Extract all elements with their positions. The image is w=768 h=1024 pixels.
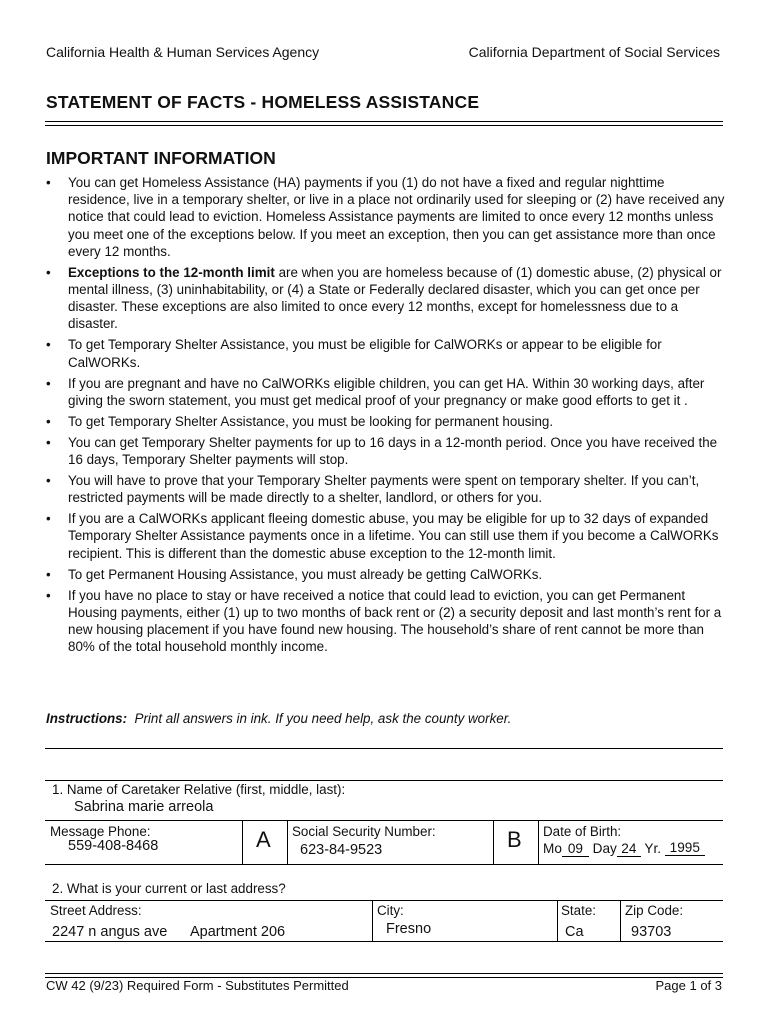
bullet-marker: •	[46, 473, 51, 489]
bullet-text: You can get Homeless Assistance (HA) payments if you (1) do not have a fixed and regular nighttime residence, live in a temporary shelter, or live in a place not ordinarily used for sleeping or (2) have received any notice that could lead to eviction. Homeless Assistance payments are limited to once every 12 months unless you meet one of the exceptions below. If you meet an exception, then you can get assistance more than once every 12 months.	[68, 175, 725, 259]
bullet-text: If you have no place to stay or have received a notice that could lead to eviction, you can get Permanent Housing payments, either (1) up to two months of back rent or (2) a security deposit and last month’s rent for a new housing placement if you have found new housing. The household’s share of rent cannot be more than 80% of the total household monthly income.	[68, 587, 722, 655]
ssn-field[interactable]: 623-84-9523	[300, 842, 383, 858]
info-bullet	[46, 413, 726, 430]
box-b-label: B	[507, 827, 522, 852]
divider-state-zip	[620, 900, 621, 941]
page-number: Page 1 of 3	[655, 978, 722, 993]
info-bullet	[46, 434, 726, 468]
info-bullet	[46, 472, 726, 506]
city-label: City:	[377, 903, 404, 918]
form-row4-top	[45, 900, 723, 901]
bullet-text: You can get Temporary Shelter payments for up to 16 days in a 12-month period. Once you have received the 16 days, Temporary Shelter payments will stop.	[68, 434, 718, 468]
agency-name: California Health & Human Services Agency	[46, 44, 320, 60]
info-bullet	[46, 566, 726, 583]
dob-year-field[interactable]: 1995	[665, 840, 705, 856]
address-question: 2. What is your current or last address?	[52, 881, 286, 896]
caretaker-name-field[interactable]: Sabrina marie arreola	[74, 799, 214, 815]
bullet-marker: •	[46, 413, 51, 429]
bullet-text: are when you are homeless because of (1) domestic abuse, (2) physical or mental illness, (3) uninhabitability, or (4) a State or Federally declared disaster, which you can get once per disaster. These exceptions are also limited to once every 12 months, except for homelessness due to a disaster.	[68, 264, 722, 332]
bullet-text: You will have to prove that your Temporary Shelter payments were spent on temporary shelter. If you can’t, restricted payments will be made directly to a shelter, landlord, or others for you.	[68, 473, 700, 506]
instructions-text: Print all answers in ink. If you need help, ask the county worker.	[127, 711, 512, 726]
bullet-text: To get Permanent Housing Assistance, you must already be getting CalWORKs.	[68, 566, 543, 582]
street-label: Street Address:	[50, 903, 142, 918]
dob-label: Date of Birth:	[543, 824, 622, 839]
instructions-label: Instructions:	[46, 711, 128, 726]
state-label: State:	[561, 903, 596, 918]
bullet-marker: •	[46, 175, 51, 190]
zip-label: Zip Code:	[625, 903, 684, 918]
bullet-text: If you are pregnant and have no CalWORKs eligible children, you can get HA. Within 30 working days, after giving the sworn statement, you must get medical proof of your pregnancy or make good efforts to get it .	[68, 375, 705, 408]
ssn-label: Social Security Number:	[292, 824, 436, 839]
divider-phone-a	[242, 820, 243, 864]
divider-a-ssn	[287, 820, 288, 864]
bullet-text: To get Temporary Shelter Assistance, you must be looking for permanent housing.	[68, 413, 554, 429]
bullet-marker: •	[46, 434, 51, 450]
bullet-text: To get Temporary Shelter Assistance, you must be eligible for CalWORKs or appear to be eligible for CalWORKs.	[68, 337, 662, 370]
dob-day-field[interactable]: 24	[617, 841, 641, 857]
form-row2-top	[45, 820, 723, 821]
box-a-label: A	[256, 827, 271, 852]
form-row2-bottom	[45, 864, 723, 865]
info-bullet	[46, 587, 726, 656]
dob-month-field[interactable]: 09	[562, 841, 589, 857]
important-info-list	[46, 174, 726, 659]
divider-street-city	[372, 900, 373, 941]
bullet-marker: •	[46, 264, 51, 280]
apartment-field[interactable]: Apartment 206	[190, 924, 286, 940]
divider-city-state	[557, 900, 558, 941]
phone-label: Message Phone:	[50, 824, 151, 839]
form-row1-top	[45, 780, 723, 781]
city-field[interactable]: Fresno	[386, 921, 432, 937]
bullet-marker: •	[46, 566, 51, 582]
caretaker-name-label: 1. Name of Caretaker Relative (first, middle, last):	[52, 782, 346, 797]
street-field[interactable]: 2247 n angus ave	[52, 924, 168, 940]
dob-fields	[543, 840, 705, 857]
dob-month-label: Mo	[543, 841, 562, 856]
info-bullet	[46, 336, 726, 370]
form-title: STATEMENT OF FACTS - HOMELESS ASSISTANCE	[46, 92, 480, 112]
bullet-marker: •	[46, 337, 51, 353]
info-bullet	[46, 510, 726, 562]
form-top-rule	[45, 748, 723, 749]
state-field[interactable]: Ca	[565, 924, 584, 940]
bullet-marker: •	[46, 587, 51, 603]
bullet-marker: •	[46, 375, 51, 391]
zip-field[interactable]: 93703	[631, 924, 672, 940]
title-divider	[45, 121, 723, 126]
divider-b-dob	[538, 820, 539, 864]
info-bullet	[46, 375, 726, 409]
dob-day-label: Day	[592, 841, 617, 856]
phone-field[interactable]: 559-408-8468	[68, 838, 159, 854]
bullet-marker: •	[46, 511, 51, 527]
divider-ssn-b	[493, 820, 494, 864]
section-title: IMPORTANT INFORMATION	[46, 148, 276, 168]
department-name: California Department of Social Services	[468, 44, 720, 60]
bullet-bold-text: Exceptions to the 12-month limit	[68, 264, 275, 280]
form-id: CW 42 (9/23) Required Form - Substitutes Permitted	[46, 978, 349, 993]
dob-year-label: Yr.	[644, 841, 662, 856]
form-row4-bottom	[45, 941, 723, 942]
info-bullet	[46, 264, 726, 333]
info-bullet	[46, 174, 726, 260]
instructions	[46, 711, 511, 726]
bullet-text: If you are a CalWORKs applicant fleeing domestic abuse, you may be eligible for up to 32 days of expanded Temporary Shelter Assistance payments once in a lifetime. You can still use them if you become a CalWORKs recipient. This is different than the domestic abuse exception to the 12-month limit.	[68, 511, 719, 561]
